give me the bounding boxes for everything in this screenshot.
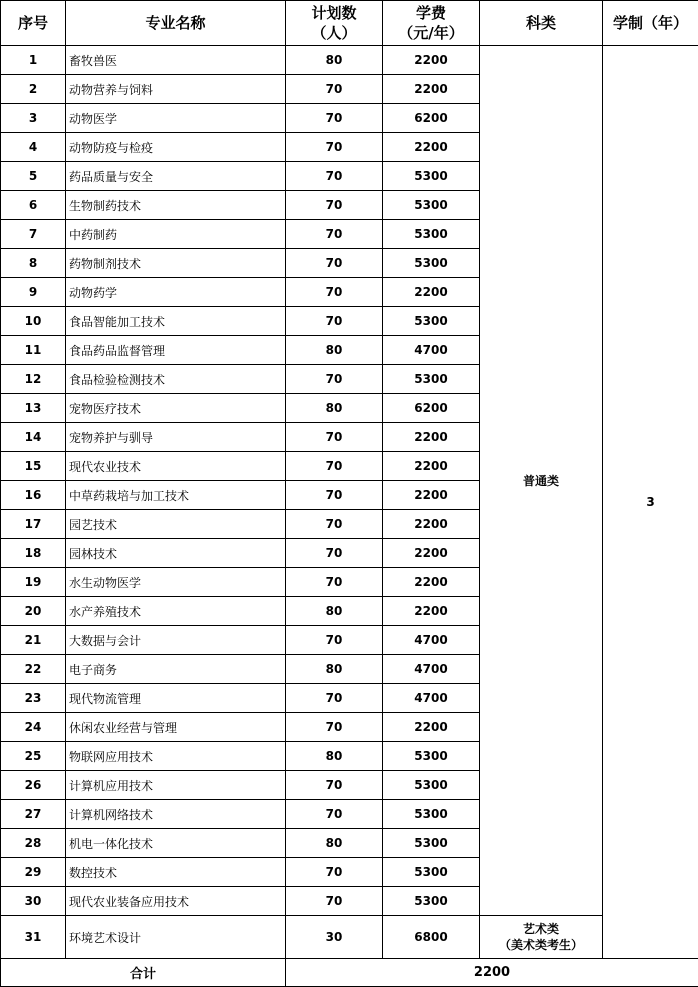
- row-no: 31: [1, 916, 66, 959]
- row-major-name: 水生动物医学: [66, 568, 286, 597]
- row-major-name: 园林技术: [66, 539, 286, 568]
- row-no: 17: [1, 510, 66, 539]
- row-no: 21: [1, 626, 66, 655]
- row-no: 26: [1, 771, 66, 800]
- row-major-name: 食品智能加工技术: [66, 307, 286, 336]
- row-fee: 2200: [383, 539, 480, 568]
- row-plan: 70: [286, 278, 383, 307]
- row-plan: 70: [286, 162, 383, 191]
- row-no: 2: [1, 75, 66, 104]
- row-no: 10: [1, 307, 66, 336]
- row-plan: 70: [286, 249, 383, 278]
- header-plan-line2: （人）: [286, 23, 382, 43]
- row-plan: 70: [286, 423, 383, 452]
- row-major-name: 水产养殖技术: [66, 597, 286, 626]
- row-major-name: 宠物养护与驯导: [66, 423, 286, 452]
- row-fee: 5300: [383, 858, 480, 887]
- row-fee: 6200: [383, 394, 480, 423]
- row-fee: 2200: [383, 133, 480, 162]
- row-plan: 70: [286, 510, 383, 539]
- row-plan: 80: [286, 829, 383, 858]
- row-major-name: 大数据与会计: [66, 626, 286, 655]
- row-no: 13: [1, 394, 66, 423]
- row-plan: 70: [286, 858, 383, 887]
- row-plan: 70: [286, 104, 383, 133]
- row-fee: 5300: [383, 742, 480, 771]
- row-major-name: 动物医学: [66, 104, 286, 133]
- row-major-name: 动物防疫与检疫: [66, 133, 286, 162]
- row-no: 28: [1, 829, 66, 858]
- row-fee: 2200: [383, 46, 480, 75]
- row-major-name: 休闲农业经营与管理: [66, 713, 286, 742]
- row-major-name: 计算机应用技术: [66, 771, 286, 800]
- row-plan: 70: [286, 307, 383, 336]
- row-fee: 5300: [383, 800, 480, 829]
- total-value: 2200: [286, 959, 698, 987]
- row-plan: 80: [286, 336, 383, 365]
- header-category: 科类: [480, 1, 603, 46]
- row-major-name: 药品质量与安全: [66, 162, 286, 191]
- row-no: 30: [1, 887, 66, 916]
- row-no: 5: [1, 162, 66, 191]
- row-fee: 2200: [383, 597, 480, 626]
- row-fee: 5300: [383, 307, 480, 336]
- row-fee: 2200: [383, 423, 480, 452]
- row-plan: 70: [286, 452, 383, 481]
- row-fee: 2200: [383, 452, 480, 481]
- row-no: 9: [1, 278, 66, 307]
- header-fee-line2: （元/年）: [383, 23, 479, 43]
- category-art-line2: （美术类考生）: [480, 937, 602, 953]
- header-plan: [286, 1, 383, 46]
- row-plan: 80: [286, 394, 383, 423]
- row-plan: 70: [286, 481, 383, 510]
- row-fee: 5300: [383, 191, 480, 220]
- row-plan: 70: [286, 800, 383, 829]
- row-fee: 4700: [383, 336, 480, 365]
- row-major-name: 电子商务: [66, 655, 286, 684]
- header-fee-line1: 学费: [383, 3, 479, 23]
- row-no: 8: [1, 249, 66, 278]
- row-fee: 6800: [383, 916, 480, 959]
- row-fee: 4700: [383, 684, 480, 713]
- row-fee: 5300: [383, 887, 480, 916]
- category-art-line1: 艺术类: [480, 921, 602, 937]
- row-major-name: 环境艺术设计: [66, 916, 286, 959]
- row-no: 14: [1, 423, 66, 452]
- row-fee: 2200: [383, 713, 480, 742]
- header-major-name: 专业名称: [66, 1, 286, 46]
- row-plan: 70: [286, 568, 383, 597]
- row-fee: 2200: [383, 278, 480, 307]
- total-label: 合计: [1, 959, 286, 987]
- row-plan: 70: [286, 365, 383, 394]
- row-no: 29: [1, 858, 66, 887]
- row-major-name: 食品药品监督管理: [66, 336, 286, 365]
- row-major-name: 食品检验检测技术: [66, 365, 286, 394]
- header-duration: 学制（年）: [603, 1, 698, 46]
- row-plan: 30: [286, 916, 383, 959]
- row-major-name: 现代农业技术: [66, 452, 286, 481]
- row-major-name: 生物制药技术: [66, 191, 286, 220]
- row-fee: 6200: [383, 104, 480, 133]
- row-major-name: 物联网应用技术: [66, 742, 286, 771]
- row-major-name: 计算机网络技术: [66, 800, 286, 829]
- row-major-name: 园艺技术: [66, 510, 286, 539]
- row-major-name: 现代物流管理: [66, 684, 286, 713]
- row-no: 11: [1, 336, 66, 365]
- row-fee: 2200: [383, 568, 480, 597]
- row-no: 19: [1, 568, 66, 597]
- row-no: 25: [1, 742, 66, 771]
- duration-value: 3: [603, 46, 698, 959]
- row-no: 7: [1, 220, 66, 249]
- row-plan: 70: [286, 771, 383, 800]
- row-plan: 80: [286, 46, 383, 75]
- row-no: 18: [1, 539, 66, 568]
- row-plan: 70: [286, 539, 383, 568]
- category-art: [480, 916, 603, 959]
- total-row: [1, 959, 698, 987]
- row-fee: 5300: [383, 365, 480, 394]
- row-fee: 4700: [383, 626, 480, 655]
- row-no: 3: [1, 104, 66, 133]
- row-major-name: 中草药栽培与加工技术: [66, 481, 286, 510]
- row-plan: 70: [286, 133, 383, 162]
- row-no: 23: [1, 684, 66, 713]
- row-fee: 5300: [383, 162, 480, 191]
- row-major-name: 动物营养与饲料: [66, 75, 286, 104]
- row-fee: 2200: [383, 75, 480, 104]
- row-no: 27: [1, 800, 66, 829]
- header-row: [1, 1, 698, 46]
- table-row: [1, 46, 698, 75]
- row-major-name: 现代农业装备应用技术: [66, 887, 286, 916]
- header-fee: [383, 1, 480, 46]
- table-row: [1, 916, 698, 959]
- row-major-name: 宠物医疗技术: [66, 394, 286, 423]
- header-no: 序号: [1, 1, 66, 46]
- row-fee: 2200: [383, 510, 480, 539]
- row-fee: 5300: [383, 829, 480, 858]
- row-plan: 80: [286, 597, 383, 626]
- row-fee: 4700: [383, 655, 480, 684]
- row-plan: 70: [286, 220, 383, 249]
- row-no: 15: [1, 452, 66, 481]
- row-major-name: 机电一体化技术: [66, 829, 286, 858]
- table-body: [1, 46, 698, 959]
- row-plan: 80: [286, 742, 383, 771]
- row-plan: 70: [286, 713, 383, 742]
- row-fee: 5300: [383, 220, 480, 249]
- row-fee: 5300: [383, 771, 480, 800]
- row-no: 16: [1, 481, 66, 510]
- row-major-name: 动物药学: [66, 278, 286, 307]
- row-major-name: 畜牧兽医: [66, 46, 286, 75]
- row-major-name: 中药制药: [66, 220, 286, 249]
- row-no: 20: [1, 597, 66, 626]
- row-fee: 5300: [383, 249, 480, 278]
- row-no: 4: [1, 133, 66, 162]
- row-plan: 70: [286, 626, 383, 655]
- row-major-name: 药物制剂技术: [66, 249, 286, 278]
- row-no: 1: [1, 46, 66, 75]
- row-plan: 70: [286, 887, 383, 916]
- header-plan-line1: 计划数: [286, 3, 382, 23]
- row-no: 6: [1, 191, 66, 220]
- row-plan: 70: [286, 75, 383, 104]
- row-plan: 70: [286, 684, 383, 713]
- row-fee: 2200: [383, 481, 480, 510]
- row-plan: 70: [286, 191, 383, 220]
- row-no: 24: [1, 713, 66, 742]
- row-major-name: 数控技术: [66, 858, 286, 887]
- row-no: 12: [1, 365, 66, 394]
- row-no: 22: [1, 655, 66, 684]
- category-general: 普通类: [480, 46, 603, 916]
- row-plan: 80: [286, 655, 383, 684]
